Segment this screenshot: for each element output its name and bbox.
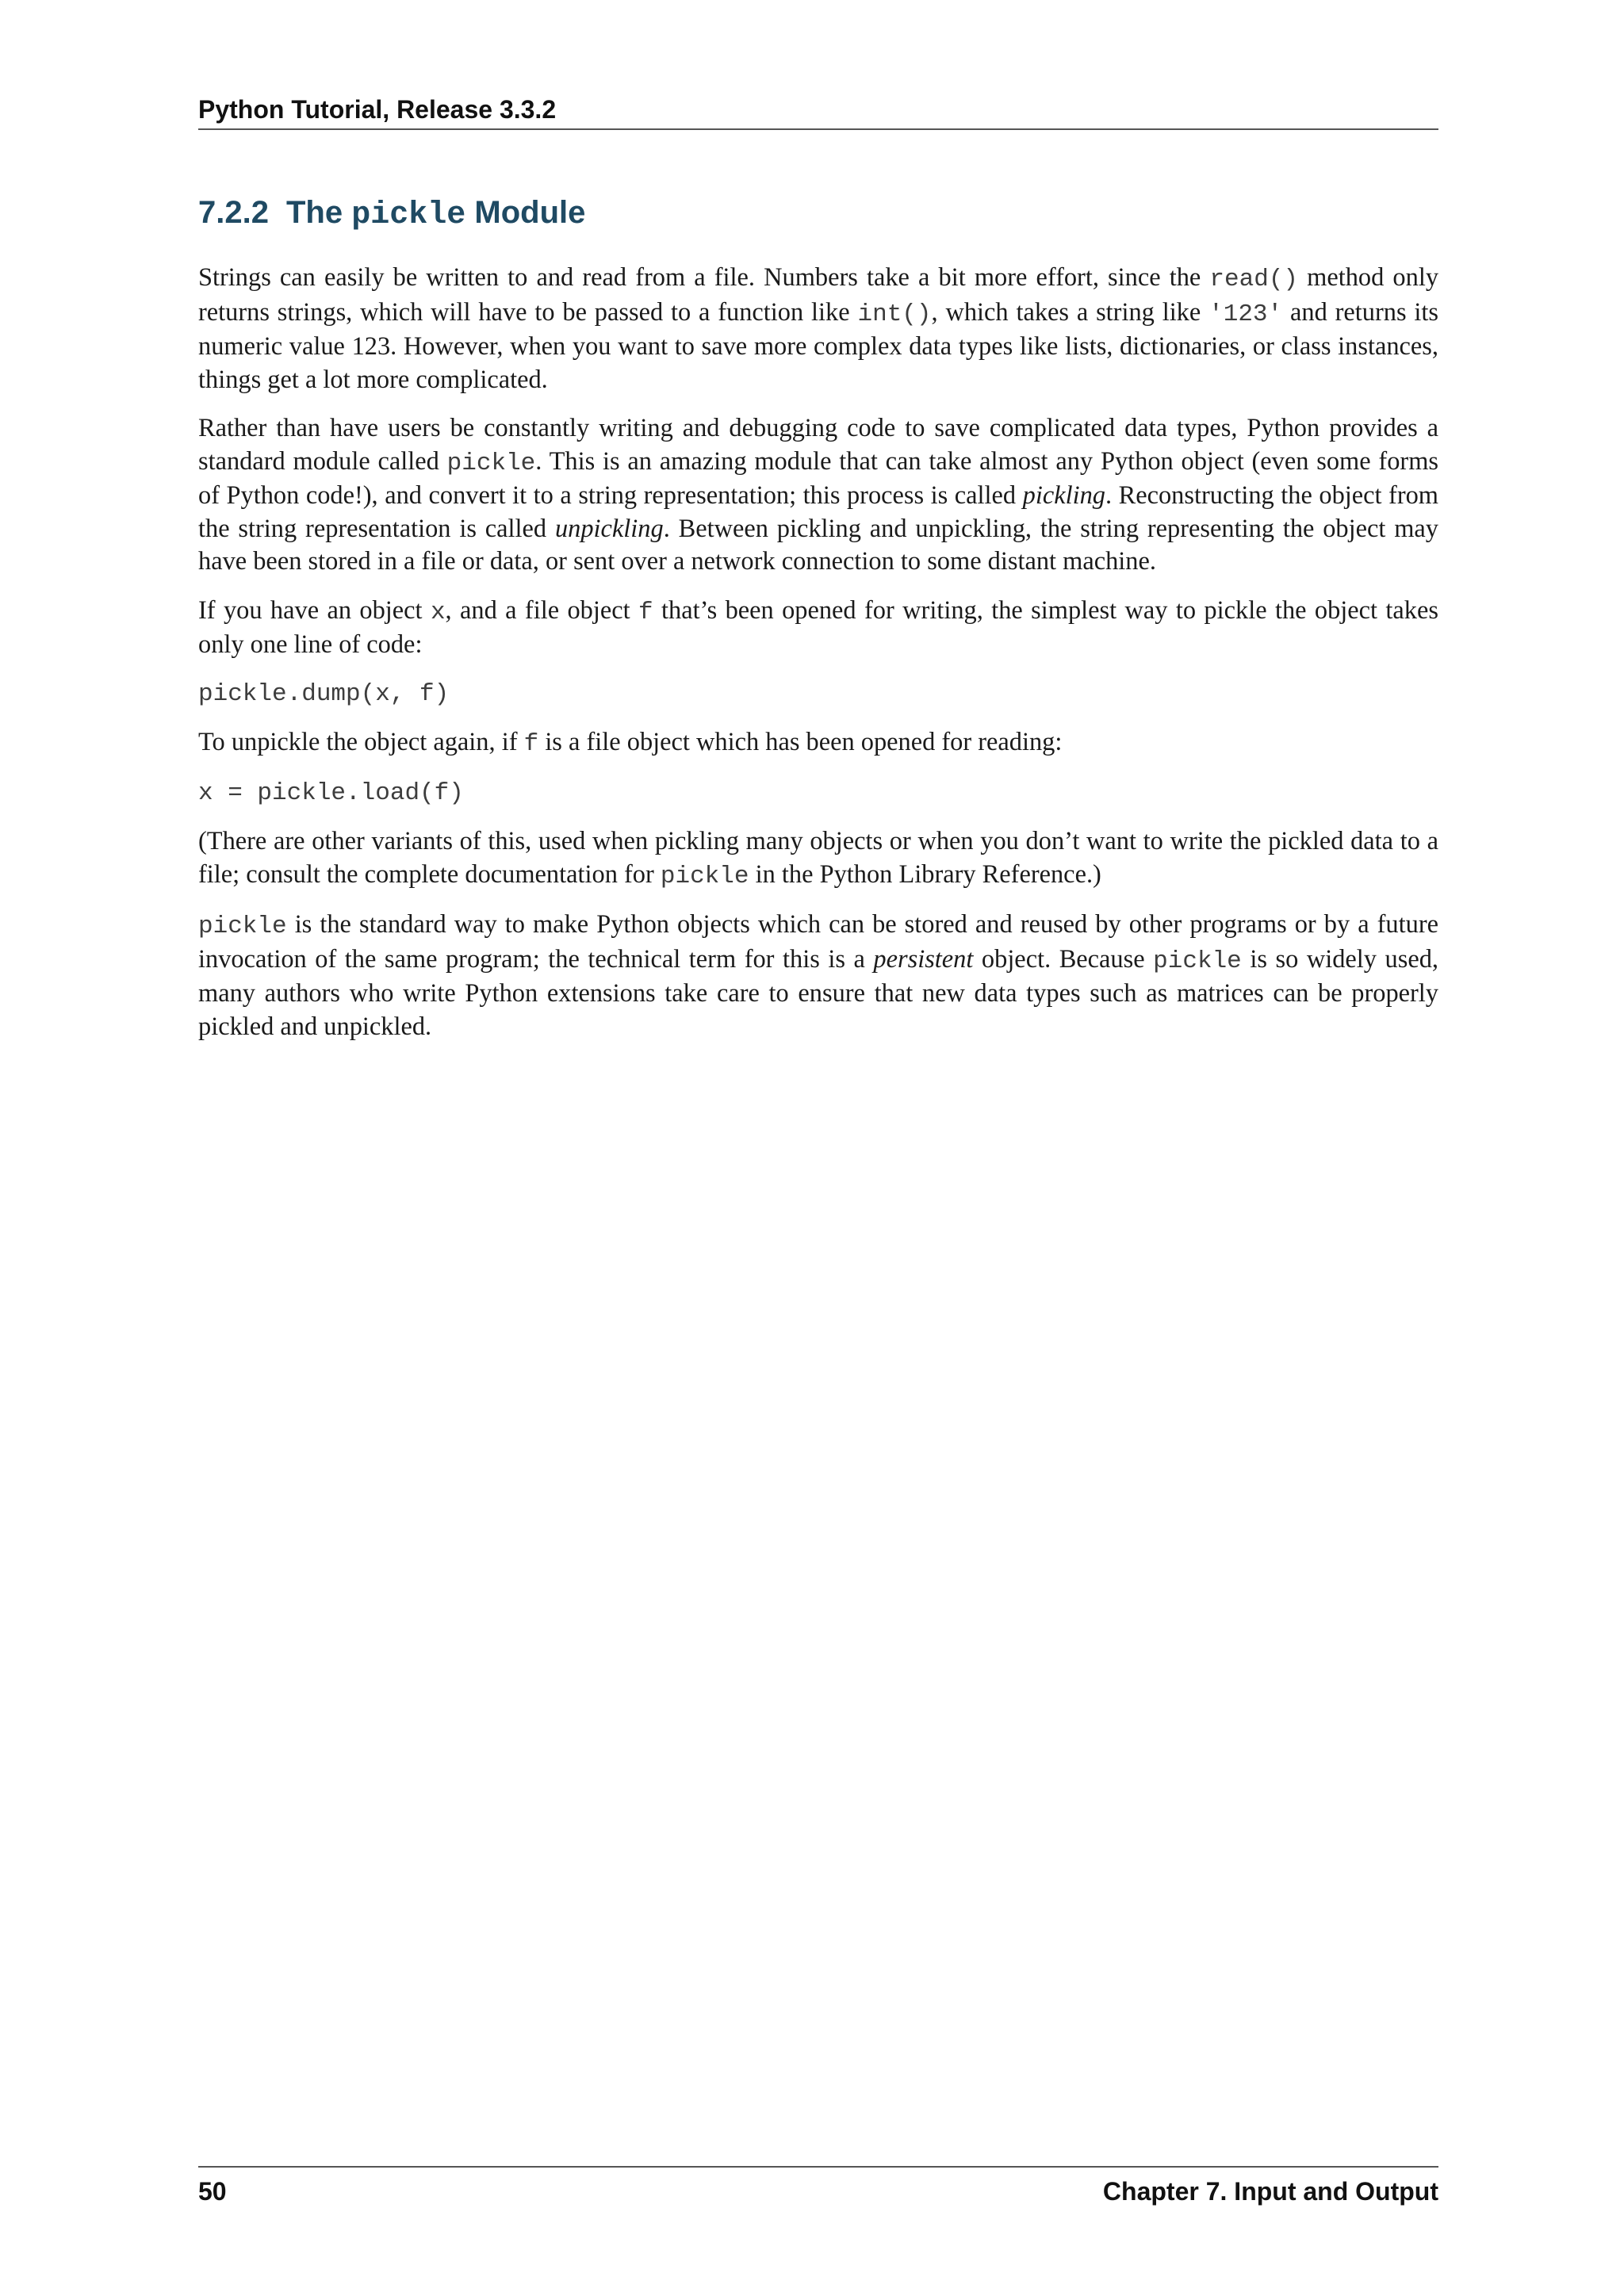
text-run: Rather than have users be constantly writing and debugging code to save complicated data types, Python provides a standard module called <box>198 414 1438 476</box>
emphasis: unpickling <box>554 514 664 543</box>
running-header: Python Tutorial, Release 3.3.2 <box>198 95 557 124</box>
inline-code: read() <box>1209 266 1299 293</box>
text-run: (There are other variants of this, used when pickling many objects or when you don’t want to write the pickled data to a file; consult the complete documentation for <box>198 827 1438 889</box>
inline-code: pickle <box>1153 947 1242 975</box>
paragraph-pickle-dump <box>198 595 1438 662</box>
text-run: is a file object which has been opened for reading: <box>545 728 1063 756</box>
document-page <box>198 0 1438 2296</box>
inline-code: pickle <box>446 449 536 477</box>
text-run: and returns its numeric value 123. However, when you want to save more complex data types like lists, dictionaries, or class instances, things get a lot more complicated. <box>198 297 1439 394</box>
text-run: in the Python Library Reference.) <box>755 859 1101 889</box>
text-run: that’s been opened for writing, the simplest way to pickle the object takes only one line of code: <box>198 595 1438 659</box>
emphasis: persistent <box>873 944 974 974</box>
text-run: , which takes a string like <box>931 297 1201 327</box>
paragraph-persistent <box>198 909 1438 1043</box>
text-run: If you have an object <box>198 595 423 625</box>
inline-code: int() <box>857 300 932 328</box>
inline-code: pickle <box>660 862 749 890</box>
header-rule <box>198 128 1438 130</box>
inline-code: f <box>523 730 539 758</box>
text-run: . Reconstructing the object from the string representation is called <box>198 481 1439 543</box>
paragraph-pickle-intro <box>198 412 1438 579</box>
text-run: method only returns strings, which will have to be passed to a function like <box>198 263 1439 327</box>
paragraph-variants <box>198 825 1438 893</box>
inline-code: f <box>638 598 653 626</box>
section-number: 7.2.2 <box>198 195 269 230</box>
code-block-dump: pickle.dump(x, f) <box>198 679 450 708</box>
text-run: . Between pickling and unpickling, the string representing the object may have been stored in a file or data, or sent over a network connection to some distant machine. <box>198 514 1438 576</box>
paragraph-unpickle <box>198 726 1438 761</box>
text-run: , and a file object <box>445 595 630 625</box>
page-number: 50 <box>198 2177 227 2206</box>
section-body <box>198 262 1438 1059</box>
section-title-prefix: The <box>285 195 343 230</box>
text-run: To unpickle the object again, if <box>198 728 518 756</box>
section-title-code: pickle <box>351 197 466 233</box>
footer-rule <box>198 2166 1438 2168</box>
text-run: is so widely used, many authors who write Python extensions take care to ensure that new data types such as matrices can be properly pickled and unpickled. <box>198 944 1438 1041</box>
inline-code: '123' <box>1208 300 1283 328</box>
section-heading <box>198 189 1438 239</box>
paragraph-strings-files <box>198 262 1438 396</box>
inline-code: x <box>430 598 446 626</box>
text-run: object. Because <box>981 944 1145 974</box>
text-run: . This is an amazing module that can take almost any Python object (even some forms of Python code!), and convert it to a string representation; this process is called <box>198 446 1438 510</box>
inline-code: pickle <box>198 913 287 940</box>
code-block-load: x = pickle.load(f) <box>198 779 464 807</box>
emphasis: pickling <box>1022 481 1105 510</box>
section-title-suffix: Module <box>474 195 586 230</box>
text-run: is the standard way to make Python objects which can be stored and reused by other programs or by a future invocation of the same program; the technical term for this is a <box>198 910 1438 974</box>
text-run: Strings can easily be written to and read from a file. Numbers take a bit more effort, since the <box>198 263 1201 292</box>
chapter-title: Chapter 7. Input and Output <box>1102 2177 1438 2206</box>
